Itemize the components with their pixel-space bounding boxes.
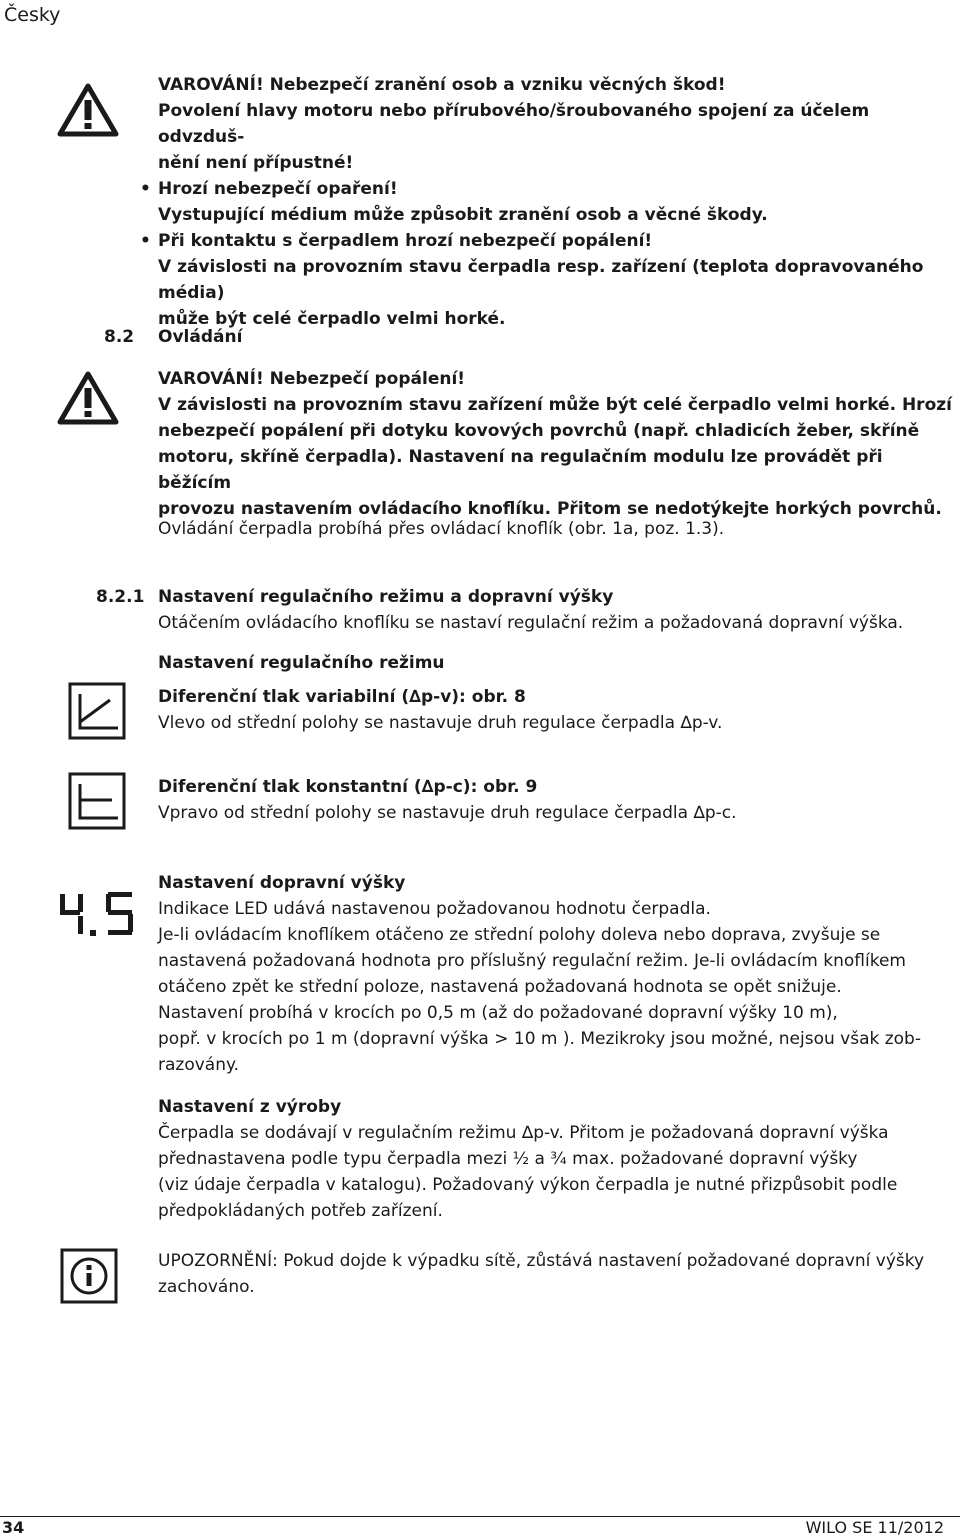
warning-icon [56,370,120,426]
warning-icon [56,82,120,138]
footer-divider [0,1516,960,1517]
page-number: 34 [2,1518,25,1537]
head-setting [158,870,958,1078]
language-label: Česky [4,4,61,26]
head-setting-heading: Nastavení dopravní výšky [158,873,406,893]
operation-text: Ovládání čerpadla probíhá přes ovládací knoflík (obr. 1a, poz. 1.3). [158,519,725,539]
warning-line: VAROVÁNÍ! Nebezpečí zranění osob a vzniku věcných škod! [158,75,726,95]
warning-line: Vystupující médium může způsobit zranění osob a věcné škody. [158,205,768,225]
dp-variable-text: Vlevo od střední polohy se nastavuje druh regulace čerpadla ∆p-v. [158,713,723,733]
head-setting-line: nastavená požadovaná hodnota pro příslušný regulační režim. Je-li ovládacím knoflíkem [158,951,906,971]
led-display-value [56,890,57,891]
warning-line: motoru, skříně čerpadla). Nastavení na regulačním modulu lze provádět při běžícím [158,447,883,493]
note [158,1248,958,1300]
subsection-title: Nastavení regulačního režimu a dopravní výšky [158,587,614,607]
warning-line: nění není přípustné! [158,153,354,173]
head-setting-line: Indikace LED udává nastavenou požadovanou hodnotu čerpadla. [158,899,711,919]
factory-heading: Nastavení z výroby [158,1097,342,1117]
subsection-number: 8.2.1 [96,587,145,607]
dp-constant-icon [68,772,126,830]
dp-constant [158,774,958,826]
factory-line: Čerpadla se dodávají v regulačním režimu ∆p-v. Přitom je požadovaná dopravní výška [158,1123,889,1143]
note-line: UPOZORNĚNÍ: Pokud dojde k výpadku sítě, zůstává nastavení požadované dopravní výšky [158,1251,925,1271]
factory-setting [158,1094,958,1224]
warning-line: může být celé čerpadlo velmi horké. [158,309,506,329]
factory-line: přednastavena podle typu čerpadla mezi ½ a ¾ max. požadované dopravní výšky [158,1149,858,1169]
head-setting-line: Nastavení probíhá v krocích po 0,5 m (až do požadované dopravní výšky 10 m), [158,1003,838,1023]
info-icon [60,1248,118,1304]
dp-variable [158,684,958,736]
warning-line: V závislosti na provozním stavu zařízení může být celé čerpadlo velmi horké. Hrozí [158,395,952,415]
warning-burn [158,366,958,522]
bullet-item: • Hrozí nebezpečí opaření! [158,176,958,202]
document-id: WILO SE 11/2012 [805,1518,944,1537]
bullet-item: • Při kontaktu s čerpadlem hrozí nebezpečí popálení! [158,228,958,254]
warning-line: Povolení hlavy motoru nebo přírubového/šroubovaného spojení za účelem odvzduš- [158,101,870,147]
warning-line: V závislosti na provozním stavu čerpadla resp. zařízení (teplota dopravovaného média) [158,257,924,303]
section-number: 8.2 [104,327,135,347]
warning-line: nebezpečí popálení při dotyku kovových povrchů (např. chladicích žeber, skříně [158,421,920,441]
section-title: Ovládání [158,327,243,347]
warning-title: VAROVÁNÍ! Nebezpečí popálení! [158,369,466,389]
head-setting-line: razovány. [158,1055,240,1075]
head-setting-line: popř. v krocích po 1 m (dopravní výška > 10 m ). Mezikroky jsou možné, nejsou však zob- [158,1029,921,1049]
dp-constant-text: Vpravo od střední polohy se nastavuje druh regulace čerpadla ∆p-c. [158,803,737,823]
subsection-intro: Otáčením ovládacího knoflíku se nastaví regulační režim a požadovaná dopravní výška. [158,613,904,633]
led-display [56,890,138,946]
led-display-graphic [56,890,138,942]
note-line: zachováno. [158,1277,255,1297]
dp-variable-icon [68,682,126,740]
dp-constant-title: Diferenční tlak konstantní (∆p-c): obr. 9 [158,777,538,797]
control-mode-heading: Nastavení regulačního režimu [158,653,445,673]
head-setting-line: Je-li ovládacím knoflíkem otáčeno ze střední polohy doleva nebo doprava, zvyšuje se [158,925,881,945]
warning-damage [158,72,958,332]
warning-line: provozu nastavením ovládacího knoflíku. Přitom se nedotýkejte horkých povrchů. [158,499,942,519]
dp-variable-title: Diferenční tlak variabilní (∆p-v): obr. 8 [158,687,526,707]
factory-line: (viz údaje čerpadla v katalogu). Požadovaný výkon čerpadla je nutné přizpůsobit podle [158,1175,898,1195]
factory-line: předpokládaných potřeb zařízení. [158,1201,443,1221]
head-setting-line: otáčeno zpět ke střední poloze, nastavená požadovaná hodnota se opět snižuje. [158,977,842,997]
subsection [158,584,958,636]
